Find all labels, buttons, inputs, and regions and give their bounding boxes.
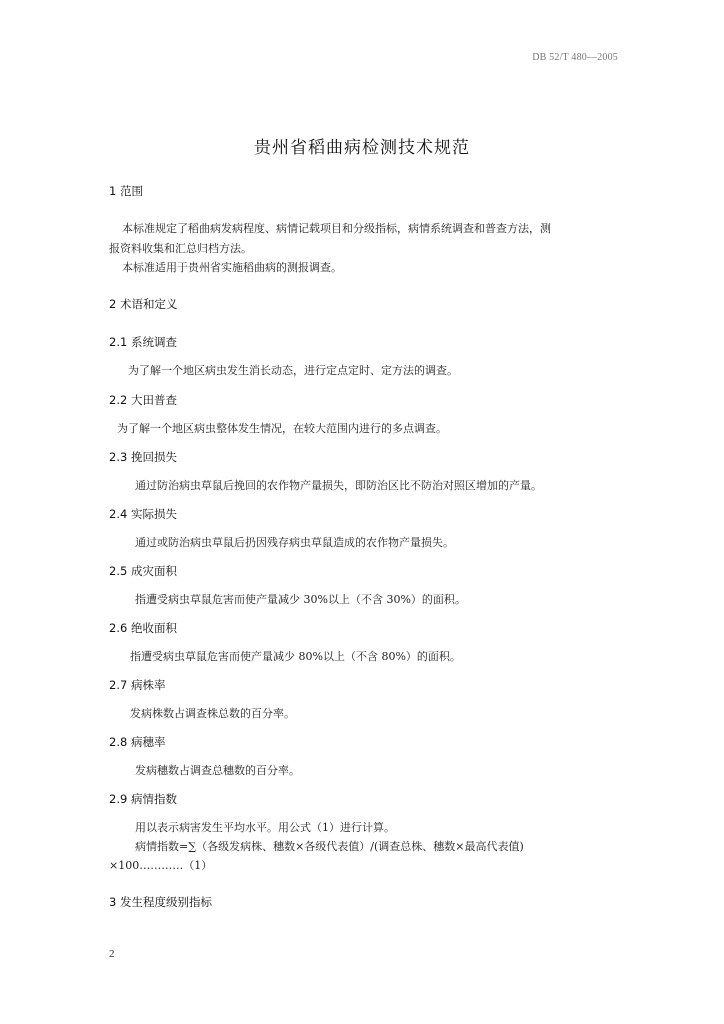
section-2-heading: 2 术语和定义 [109, 297, 178, 311]
section-2-9-heading: 2.9 病情指数 [109, 792, 177, 806]
section-2-1-heading: 2.1 系统调查 [109, 335, 177, 349]
section-3-heading: 3 发生程度级别指标 [109, 895, 212, 909]
standard-code: DB 52/T 480—2005 [532, 52, 618, 63]
section-2-6-heading: 2.6 绝收面积 [109, 621, 177, 635]
section-2-5-heading: 2.5 成灾面积 [109, 564, 177, 578]
section-1-heading: 1 范围 [109, 184, 143, 198]
section-1-paragraph-1-line-1: 本标准规定了稻曲病发病程度、病情记载项目和分级指标，病情系统调查和普查方法，测 [122, 222, 551, 235]
section-2-2-heading: 2.2 大田普查 [109, 393, 177, 407]
section-2-3-heading: 2.3 挽回损失 [109, 450, 177, 464]
page-number: 2 [109, 948, 115, 960]
section-2-5-text: 指遭受病虫草鼠危害而使产量减少 30%以上（不含 30%）的面积。 [135, 593, 466, 606]
section-2-6-text: 指遭受病虫草鼠危害而使产量减少 80%以上（不含 80%）的面积。 [130, 650, 461, 663]
section-2-7-text: 发病株数占调查株总数的百分率。 [130, 707, 295, 720]
section-1-paragraph-2: 本标准适用于贵州省实施稻曲病的测报调查。 [122, 261, 342, 274]
section-2-4-text: 通过或防治病虫草鼠后扔因残存病虫草鼠造成的农作物产量损失。 [135, 536, 454, 549]
section-2-8-heading: 2.8 病穗率 [109, 735, 166, 749]
section-2-1-text: 为了解一个地区病虫发生消长动态，进行定点定时、定方法的调查。 [128, 364, 458, 377]
section-2-4-heading: 2.4 实际损失 [109, 507, 177, 521]
page-title: 贵州省稻曲病检测技术规范 [254, 138, 470, 158]
section-2-8-text: 发病穗数占调查总穗数的百分率。 [135, 764, 300, 777]
section-2-2-text: 为了解一个地区病虫整体发生情况，在较大范围内进行的多点调查。 [117, 422, 447, 435]
formula-line-1: 病情指数=∑（各级发病株、穗数×各级代表值）/(调查总株、穗数×最高代表值) [135, 840, 524, 853]
section-2-7-heading: 2.7 病株率 [109, 678, 166, 692]
section-1-paragraph-1-line-2: 报资料收集和汇总归档方法。 [109, 242, 252, 255]
section-2-3-text: 通过防治病虫草鼠后挽回的农作物产量损失，即防治区比不防治对照区增加的产量。 [135, 479, 542, 492]
formula-line-2: ×100…………（1） [109, 859, 213, 872]
section-2-9-text: 用以表示病害发生平均水平。用公式（1）进行计算。 [135, 821, 395, 834]
